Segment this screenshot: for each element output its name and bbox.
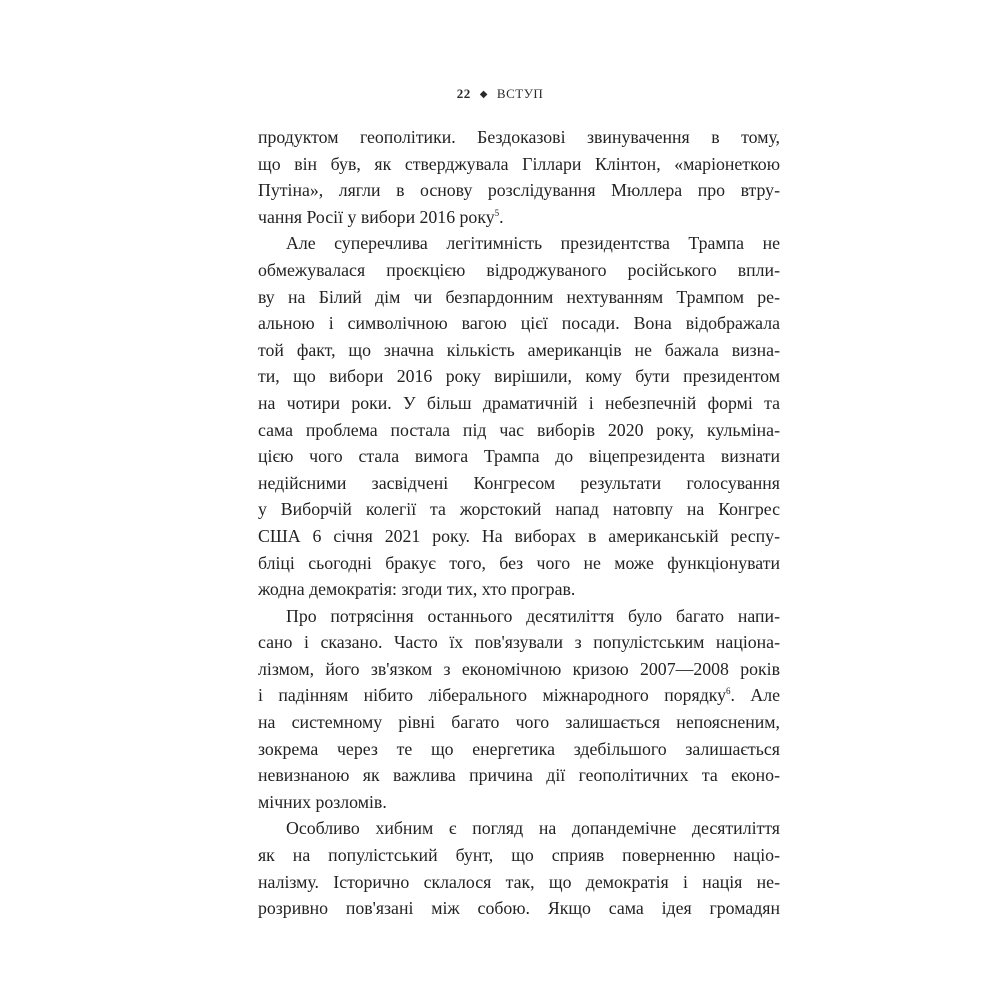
text-line: бліці сьогодні бракує того, без чого не може функціонувати [258, 552, 780, 573]
text-line: продуктом геополітики. Бездоказові звинувачення в тому, [258, 127, 780, 147]
text-run: . Але [730, 685, 780, 706]
paragraph [258, 603, 780, 816]
section-title: ВСТУП [496, 86, 544, 101]
text-line: у Виборчій колегії та жорстокий напад натовпу на Конгрес [258, 499, 780, 520]
text-line: мічних розломів. [258, 791, 387, 812]
footnote-ref[interactable]: 6 [726, 686, 731, 697]
text-line: Особливо хибним є погляд на допандемічне десятиліття [286, 818, 780, 839]
paragraph [258, 815, 780, 921]
text-line: як на популістський бунт, що сприяв поверненню націо- [258, 845, 780, 866]
page-number: 22 [456, 86, 471, 101]
text-line: Про потрясіння останнього десятиліття було багато напи- [286, 605, 780, 626]
text-line: зокрема через те що енергетика здебільшого залишається [258, 738, 780, 759]
text-line: жодна демократія: згоди тих, хто програв. [258, 579, 576, 600]
text-line: сано і сказано. Часто їх пов'язували з популістським націона- [258, 632, 780, 653]
text-line: на системному рівні багато чого залишається непоясненим, [258, 712, 780, 733]
text-line: альною і символічною вагою цієї посади. Вона відображала [258, 313, 780, 334]
text-line [258, 204, 780, 231]
text-line: обмежувалася проєкцією відроджуваного російського впли- [258, 259, 780, 280]
text-run: . [499, 206, 504, 227]
text-line: ти, що вибори 2016 року вирішили, кому бути президентом [258, 366, 780, 387]
text-line: недійсними засвідчені Конгресом результати голосування [258, 472, 780, 493]
text-run: і падінням нібито ліберального міжнародного порядку [258, 685, 727, 706]
text-line: США 6 січня 2021 року. На виборах в американській респу- [258, 525, 780, 546]
text-line: лізмом, його зв'язком з економічною кризою 2007—2008 років [258, 658, 780, 679]
text-line: той факт, що значна кількість американців не бажала визна- [258, 339, 780, 360]
diamond-separator-icon: ◆ [479, 89, 488, 100]
text-line: Але суперечлива легітимність президентства Трампа не [286, 233, 780, 254]
paragraph [258, 230, 780, 602]
text-line: на чотири роки. У більш драматичній і небезпечній формі та [258, 392, 780, 413]
running-head [0, 86, 1000, 102]
text-line: що він був, як стверджувала Гіллари Клінтон, «маріонеткою [258, 153, 780, 174]
text-line: невизнаною як важлива причина дії геополітичних та еконо- [258, 765, 780, 786]
text-line: розривно пов'язані між собою. Якщо сама ідея громадян [258, 898, 780, 919]
text-line: ву на Білий дім чи безпардонним нехтуванням Трампом ре- [258, 286, 780, 307]
text-line [258, 682, 780, 709]
text-run: чання Росії у вибори 2016 року [258, 206, 495, 227]
text-line: налізму. Історично склалося так, що демократія і нація не- [258, 871, 780, 892]
body-text [258, 124, 780, 922]
paragraph [258, 124, 780, 230]
text-line: сама проблема постала під час виборів 2020 року, кульміна- [258, 419, 780, 440]
text-line: Путіна», лягли в основу розслідування Мюллера про втру- [258, 180, 780, 201]
footnote-ref[interactable]: 5 [494, 207, 500, 218]
text-line: цією чого стала вимога Трампа до віцепрезидента визнати [258, 446, 780, 467]
